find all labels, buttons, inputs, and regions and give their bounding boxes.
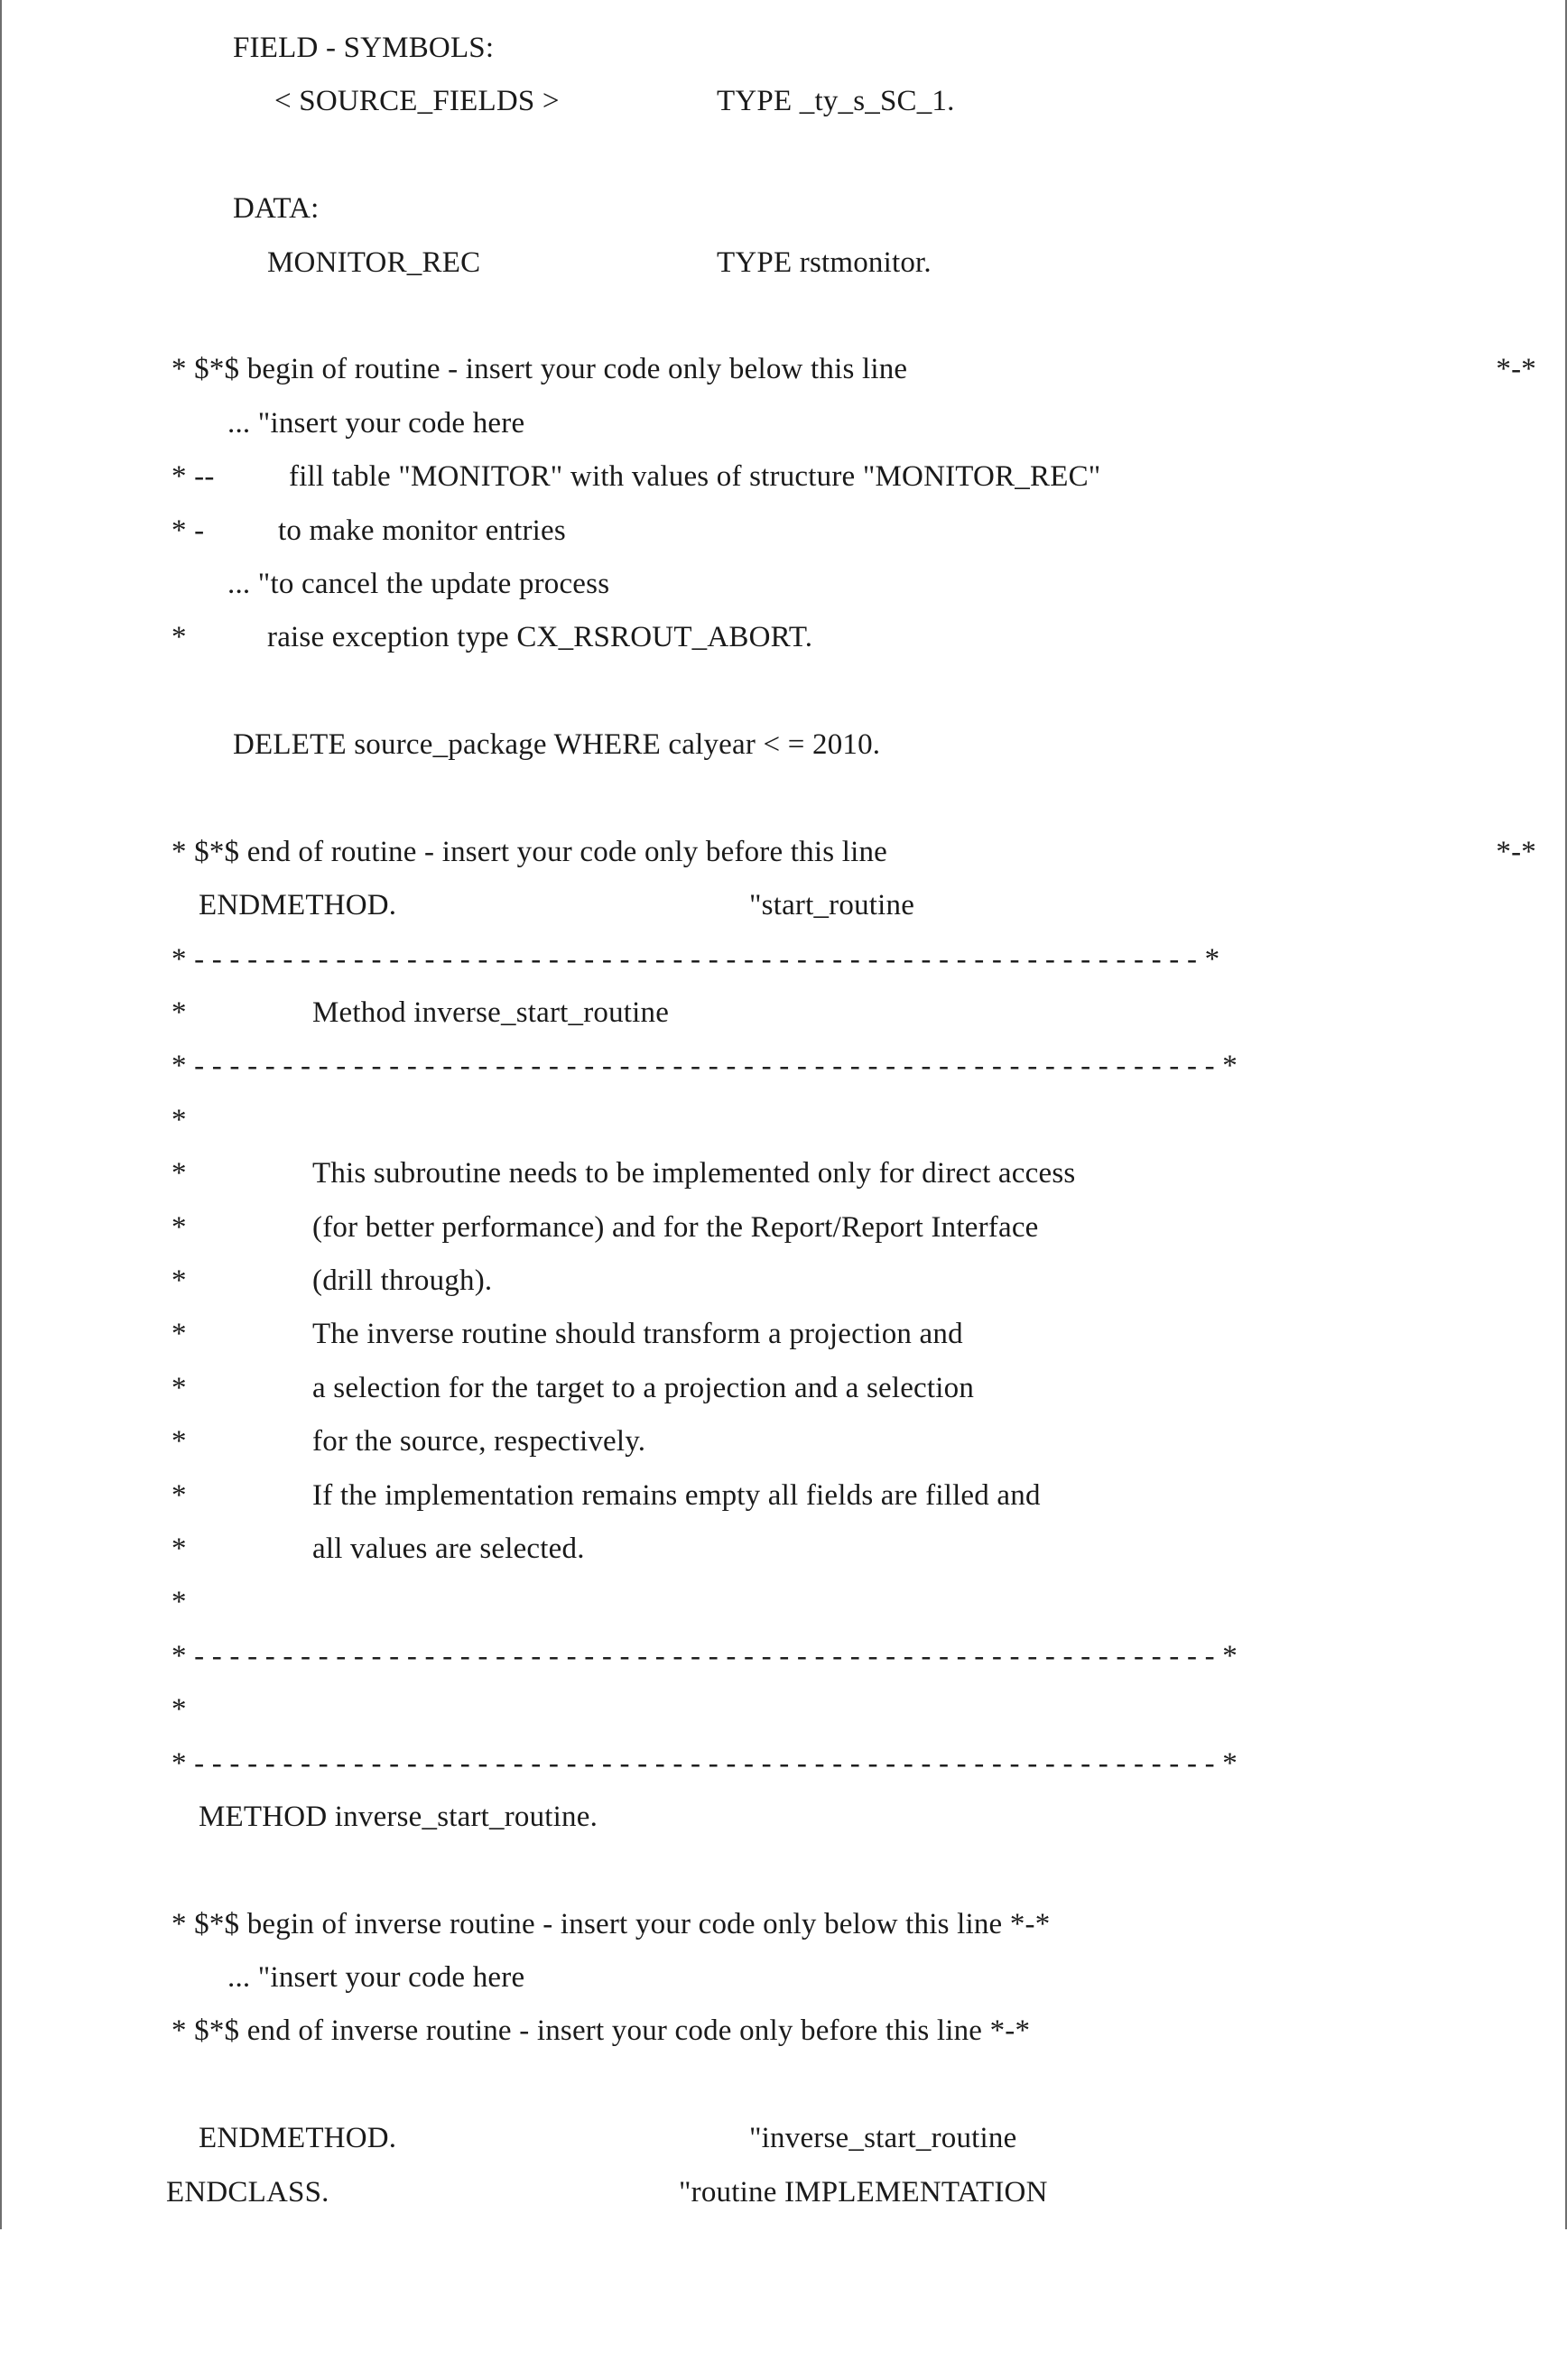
comment-marker: * (172, 1371, 187, 1404)
delete-statement: DELETE source_package WHERE calyear < = 2010. (233, 728, 881, 762)
source-fields-type: TYPE _ty_s_SC_1. (717, 85, 955, 118)
endmethod-comment: "inverse_start_routine (749, 2122, 1017, 2155)
comment-line (2, 1523, 1567, 1576)
comment-line (2, 1683, 1567, 1736)
code-line (2, 75, 1567, 128)
comment-marker: * (172, 1586, 187, 1619)
end-inverse-routine-comment: * $*$ end of inverse routine - insert your code only before this line *-* (172, 2014, 1031, 2048)
comment-line (2, 505, 1567, 558)
code-line (2, 558, 1567, 611)
doc-comment-text: If the implementation remains empty all fields are filled and (312, 1478, 1041, 1512)
comment-marker: * (172, 996, 187, 1030)
comment-divider: * - - - - - - - - - - - - - - - - - - - - - - - - - - - - - - - - - - - - - - - - - - - - - - - - - - - - - - - - - * (172, 942, 1220, 976)
comment-line (2, 1201, 1567, 1255)
insert-code-placeholder: ... "insert your code here (227, 406, 525, 440)
comment-line (2, 1308, 1567, 1361)
doc-comment-text: (for better performance) and for the Report/Report Interface (312, 1210, 1039, 1244)
comment-line (2, 1147, 1567, 1200)
code-line (2, 718, 1567, 772)
endmethod-keyword: ENDMETHOD. (199, 889, 397, 922)
comment-marker: * (172, 1478, 187, 1512)
blank-line (2, 290, 1567, 343)
comment-line (2, 1094, 1567, 1147)
code-line (2, 2166, 1567, 2219)
code-listing (2, 22, 1567, 2219)
doc-comment-text: This subroutine needs to be implemented only for direct access (312, 1157, 1076, 1190)
divider-line (2, 1040, 1567, 1093)
comment-line (2, 986, 1567, 1040)
comment-line (2, 611, 1567, 664)
code-line (2, 236, 1567, 290)
endmethod-keyword: ENDMETHOD. (199, 2122, 397, 2155)
begin-inverse-routine-comment: * $*$ begin of inverse routine - insert your code only below this line *-* (172, 1907, 1051, 1940)
insert-code-placeholder: ... "insert your code here (227, 1961, 525, 1995)
blank-line (2, 1844, 1567, 1897)
divider-line (2, 1630, 1567, 1683)
comment-line (2, 1898, 1567, 1951)
comment-divider: * - - - - - - - - - - - - - - - - - - - - - - - - - - - - - - - - - - - - - - - - - - - - - - - - - - - - - - - - - - * (172, 1746, 1238, 1780)
field-symbols-keyword: FIELD - SYMBOLS: (233, 32, 495, 64)
comment-marker: * (172, 1693, 187, 1727)
code-line (2, 2112, 1567, 2165)
doc-comment-text: for the source, respectively. (312, 1425, 646, 1459)
comment-marker: * (172, 1264, 187, 1297)
method-statement: METHOD inverse_start_routine. (199, 1800, 598, 1833)
comment-marker: * -- (172, 460, 215, 494)
doc-comment-text: (drill through). (312, 1264, 493, 1297)
monitor-rec-type: TYPE rstmonitor. (717, 245, 932, 279)
divider-line (2, 1737, 1567, 1791)
comment-line (2, 1362, 1567, 1415)
code-line (2, 22, 1567, 75)
doc-comment-text: The inverse routine should transform a projection and (312, 1318, 963, 1351)
endclass-comment: "routine IMPLEMENTATION (679, 2175, 1048, 2209)
comment-marker: * (172, 1210, 187, 1244)
blank-line (2, 2059, 1567, 2112)
comment-line (2, 826, 1567, 879)
comment-divider: * - - - - - - - - - - - - - - - - - - - - - - - - - - - - - - - - - - - - - - - - - - - - - - - - - - - - - - - - - - * (172, 1639, 1238, 1672)
code-line (2, 1951, 1567, 2005)
comment-line (2, 343, 1567, 396)
comment-line (2, 450, 1567, 504)
endmethod-comment: "start_routine (749, 889, 915, 922)
fill-table-comment: fill table "MONITOR" with values of structure "MONITOR_REC" (289, 460, 1101, 494)
comment-marker: * (172, 1157, 187, 1190)
comment-line (2, 1469, 1567, 1523)
comment-line (2, 1576, 1567, 1629)
raise-exception-comment: raise exception type CX_RSROUT_ABORT. (267, 621, 813, 654)
blank-line (2, 772, 1567, 825)
code-line (2, 397, 1567, 450)
comment-marker: * (172, 1318, 187, 1351)
code-line (2, 182, 1567, 236)
comment-marker: * (172, 1103, 187, 1136)
data-keyword: DATA: (233, 192, 320, 226)
begin-routine-comment: * $*$ begin of routine - insert your code only below this line (172, 353, 908, 386)
endclass-keyword: ENDCLASS. (166, 2175, 329, 2209)
doc-comment-text: all values are selected. (312, 1532, 585, 1565)
comment-line (2, 2005, 1567, 2058)
code-line (2, 1791, 1567, 1844)
comment-line (2, 1415, 1567, 1468)
blank-line (2, 129, 1567, 182)
monitor-rec-name: MONITOR_REC (267, 245, 481, 279)
source-fields-name: < SOURCE_FIELDS > (274, 85, 560, 118)
cancel-update-comment: ... "to cancel the update process (227, 567, 610, 600)
divider-line (2, 933, 1567, 986)
method-title-comment: Method inverse_start_routine (312, 996, 670, 1030)
blank-line (2, 665, 1567, 718)
comment-marker: * (172, 1532, 187, 1565)
monitor-entries-comment: to make monitor entries (278, 514, 566, 547)
comment-end-marker: *-* (1496, 353, 1536, 386)
comment-divider: * - - - - - - - - - - - - - - - - - - - - - - - - - - - - - - - - - - - - - - - - - - - - - - - - - - - - - - - - - - * (172, 1050, 1238, 1083)
comment-marker: * - (172, 514, 205, 547)
end-routine-comment: * $*$ end of routine - insert your code only before this line (172, 835, 888, 868)
comment-marker: * (172, 621, 187, 654)
code-line (2, 879, 1567, 932)
comment-line (2, 1255, 1567, 1308)
comment-end-marker: *-* (1496, 835, 1536, 868)
comment-marker: * (172, 1425, 187, 1459)
doc-comment-text: a selection for the target to a projection and a selection (312, 1371, 975, 1404)
